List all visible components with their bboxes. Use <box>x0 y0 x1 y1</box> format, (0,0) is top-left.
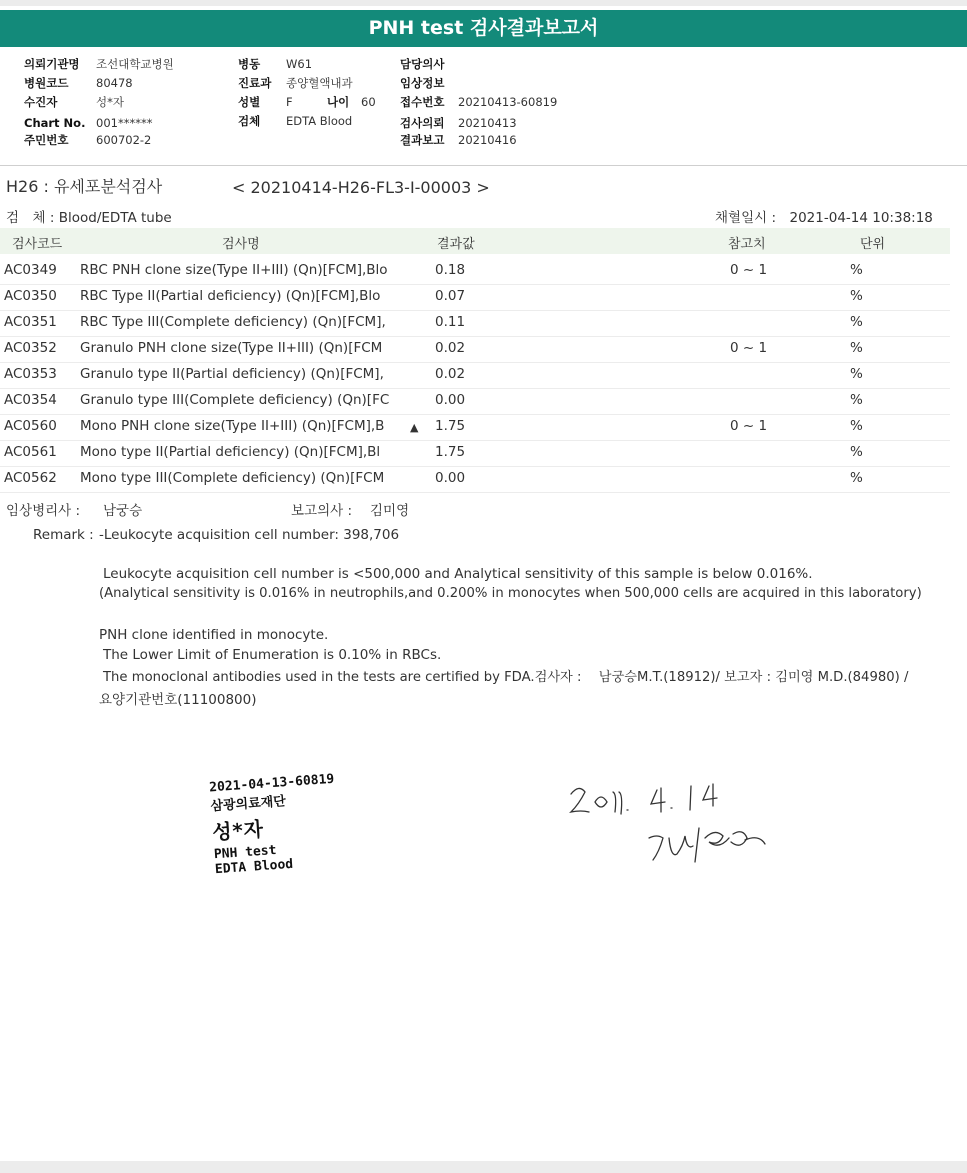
header-field <box>238 95 293 109</box>
table-row <box>0 388 950 415</box>
row-unit: % <box>850 470 863 486</box>
field-label: 의뢰기관명 <box>24 57 80 71</box>
bottom-border <box>0 1161 967 1173</box>
pathologist-label: 임상병리사 : <box>6 503 81 519</box>
top-border <box>0 0 967 6</box>
header-field <box>24 116 152 130</box>
header-field <box>400 133 517 147</box>
stamp-line: 성*자 <box>211 816 264 845</box>
table-row <box>0 440 950 467</box>
remark-line: (Analytical sensitivity is 0.016% in neutrophils,and 0.200% in monocytes when 500,000 cells are acquired in this laboratory) <box>99 586 922 601</box>
header-result: 결과값 <box>437 237 475 252</box>
remark-line: 요양기관번호(11100800) <box>99 692 257 708</box>
field-value: 80478 <box>96 76 133 90</box>
header-field <box>400 57 458 71</box>
row-test-name: Granulo PNH clone size(Type II+III) (Qn)[FCM <box>80 340 383 356</box>
field-value: 001****** <box>96 116 153 130</box>
row-reference: 0 ~ 1 <box>730 340 768 356</box>
field-value: 20210413-60819 <box>458 95 558 109</box>
field-value: 60 <box>361 95 376 109</box>
row-result: 0.00 <box>435 470 466 486</box>
remark-line: PNH clone identified in monocyte. <box>99 627 329 643</box>
section-label: H26 : 유세포분석검사 <box>6 177 163 196</box>
row-code: AC0352 <box>4 340 57 356</box>
field-value: 종양혈액내과 <box>286 76 353 90</box>
row-unit: % <box>850 418 863 434</box>
row-unit: % <box>850 340 863 356</box>
row-reference: 0 ~ 1 <box>730 262 768 278</box>
field-label: 나이 <box>327 95 350 109</box>
row-code: AC0560 <box>4 418 57 434</box>
row-code: AC0561 <box>4 444 57 460</box>
header-field <box>24 57 174 71</box>
header-code: 검사코드 <box>12 237 63 252</box>
header-field-age <box>327 95 376 109</box>
table-row <box>0 466 950 493</box>
remark-line: -Leukocyte acquisition cell number: 398,706 <box>99 527 400 543</box>
field-label: 주민번호 <box>24 133 69 147</box>
header-field <box>400 116 517 130</box>
table-row <box>0 284 950 311</box>
header-field <box>400 95 557 109</box>
specimen-type: 검 체 : Blood/EDTA tube <box>6 210 172 226</box>
field-label: 검사의뢰 <box>400 116 445 130</box>
row-unit: % <box>850 288 863 304</box>
row-code: AC0353 <box>4 366 57 382</box>
row-test-name: RBC Type III(Complete deficiency) (Qn)[FCM], <box>80 314 386 330</box>
specimen-id: < 20210414-H26-FL3-I-00003 > <box>232 178 490 197</box>
pathologist-name: 남궁승 <box>103 503 143 519</box>
field-value: 성*자 <box>96 95 124 109</box>
field-label: 병동 <box>238 57 261 71</box>
lab-stamp <box>209 772 341 877</box>
table-row <box>0 362 950 389</box>
row-unit: % <box>850 314 863 330</box>
field-label: 결과보고 <box>400 133 445 147</box>
row-test-name: Mono type III(Complete deficiency) (Qn)[FCM <box>80 470 385 486</box>
field-value: W61 <box>286 57 313 71</box>
row-unit: % <box>850 366 863 382</box>
field-label: 성별 <box>238 95 261 109</box>
row-code: AC0562 <box>4 470 57 486</box>
stamp-line: PNH test <box>213 842 277 863</box>
row-result: 0.07 <box>435 288 466 304</box>
row-test-name: RBC PNH clone size(Type II+III) (Qn)[FCM],Blo <box>80 262 388 278</box>
field-label: 접수번호 <box>400 95 445 109</box>
row-test-name: Granulo type III(Complete deficiency) (Qn)[FC <box>80 392 390 408</box>
row-unit: % <box>850 262 863 278</box>
remark-label: Remark : <box>33 527 94 543</box>
report-title: PNH test 검사결과보고서 <box>0 10 967 47</box>
remark-line: The monoclonal antibodies used in the tests are certified by FDA.검사자 : 남궁승M.T.(18912)/ 보고자 : 김미영 M.D.(84980) / <box>103 670 909 685</box>
row-code: AC0354 <box>4 392 57 408</box>
field-label: 진료과 <box>238 76 272 90</box>
stamp-line: EDTA Blood <box>214 856 294 878</box>
stamp-line: 2021-04-13-60819 <box>208 771 335 796</box>
row-reference: 0 ~ 1 <box>730 418 768 434</box>
header-field <box>238 76 353 90</box>
field-value: 20210413 <box>458 116 517 130</box>
row-test-name: Granulo type II(Partial deficiency) (Qn)[FCM], <box>80 366 384 382</box>
remark-line: The Lower Limit of Enumeration is 0.10% in RBCs. <box>103 647 442 663</box>
field-label: Chart No. <box>24 116 86 130</box>
row-test-name: RBC Type II(Partial deficiency) (Qn)[FCM],Blo <box>80 288 381 304</box>
row-result: 1.75 <box>435 418 466 434</box>
header-field <box>238 57 312 71</box>
row-code: AC0350 <box>4 288 57 304</box>
row-unit: % <box>850 444 863 460</box>
table-row <box>0 310 950 337</box>
row-result: 1.75 <box>435 444 466 460</box>
row-code: AC0351 <box>4 314 57 330</box>
header-field <box>238 114 352 128</box>
patient-header <box>0 47 967 166</box>
field-label: 수진자 <box>24 95 58 109</box>
row-result: 0.00 <box>435 392 466 408</box>
row-unit: % <box>850 392 863 408</box>
header-ref: 참고치 <box>728 237 766 252</box>
field-value: 20210416 <box>458 133 517 147</box>
table-row <box>0 336 950 363</box>
field-label: 병원코드 <box>24 76 69 90</box>
header-unit: 단위 <box>860 237 886 252</box>
field-label: 임상정보 <box>400 76 445 90</box>
stamp-line: 삼광의료재단 <box>210 794 287 815</box>
row-result: 0.02 <box>435 366 466 382</box>
header-field <box>24 76 133 90</box>
row-result: 0.02 <box>435 340 466 356</box>
header-field <box>24 133 151 147</box>
collection-datetime: 채혈일시 : 2021-04-14 10:38:18 <box>715 210 933 226</box>
header-name: 검사명 <box>222 237 260 252</box>
field-label: 담당의사 <box>400 57 445 71</box>
table-row <box>0 414 950 441</box>
row-code: AC0349 <box>4 262 57 278</box>
header-field <box>24 95 124 109</box>
abnormal-flag-icon: ▲ <box>410 421 419 434</box>
field-value: F <box>286 95 293 109</box>
reporter-label: 보고의사 : <box>291 503 353 519</box>
table-row <box>0 258 950 285</box>
field-value: 조선대학교병원 <box>96 57 174 71</box>
field-label: 검체 <box>238 114 261 128</box>
handwritten-signature-image <box>565 780 775 890</box>
row-result: 0.11 <box>435 314 466 330</box>
remark-line: Leukocyte acquisition cell number is <500,000 and Analytical sensitivity of this sample is below 0.016%. <box>103 566 813 582</box>
reporter-name: 김미영 <box>370 503 410 519</box>
row-result: 0.18 <box>435 262 466 278</box>
field-value: 600702-2 <box>96 133 152 147</box>
table-header <box>0 228 950 254</box>
field-value: EDTA Blood <box>286 114 353 128</box>
header-field <box>400 76 458 90</box>
row-test-name: Mono PNH clone size(Type II+III) (Qn)[FCM],B <box>80 418 385 434</box>
row-test-name: Mono type II(Partial deficiency) (Qn)[FCM],Bl <box>80 444 381 460</box>
